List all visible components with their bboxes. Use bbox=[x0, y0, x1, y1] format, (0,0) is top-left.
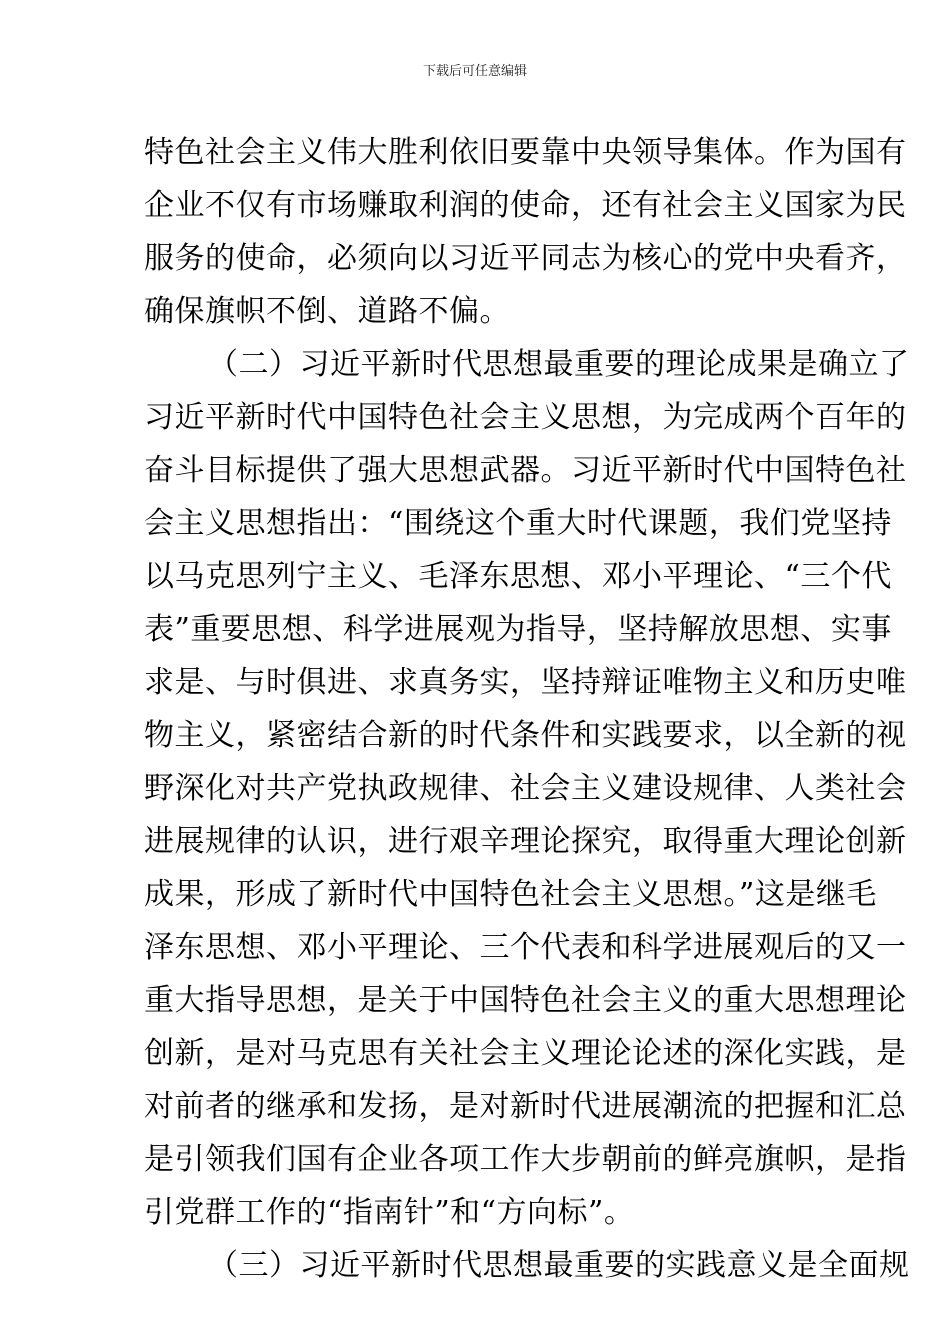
text-line: 求是、与时俱进、求真务实，坚持辩证唯物主义和历史唯 bbox=[144, 665, 907, 700]
text-line: 创新，是对马克思有关社会主义理论论述的深化实践，是 bbox=[144, 1036, 907, 1071]
text-line: 进展规律的认识，进行艰辛理论探究，取得重大理论创新 bbox=[144, 824, 907, 859]
text-line: 特色社会主义伟大胜利依旧要靠中央领导集体。作为国有 bbox=[144, 135, 907, 170]
text-line: 野深化对共产党执政规律、社会主义建设规律、人类社会 bbox=[144, 771, 907, 806]
text-line: 服务的使命，必须向以习近平同志为核心的党中央看齐， bbox=[144, 241, 907, 276]
text-line: 是引领我们国有企业各项工作大步朝前的鲜亮旗帜，是指 bbox=[144, 1142, 907, 1177]
text-line: 引党群工作的“指南针”和“方向标”。 bbox=[144, 1195, 635, 1230]
header-note: 下载后可任意编辑 bbox=[422, 64, 527, 79]
text-line: 以马克思列宁主义、毛泽东思想、邓小平理论、“三个代 bbox=[144, 559, 892, 594]
text-line: 重大指导思想，是关于中国特色社会主义的重大思想理论 bbox=[144, 983, 907, 1018]
text-line: 企业不仅有市场赚取利润的使命，还有社会主义国家为民 bbox=[144, 188, 907, 223]
text-line: 物主义，紧密结合新的时代条件和实践要求，以全新的视 bbox=[144, 718, 907, 753]
text-line: 习近平新时代中国特色社会主义思想，为完成两个百年的 bbox=[144, 400, 907, 435]
paragraph-start-line: （三）习近平新时代思想最重要的实践意义是全面规 bbox=[208, 1248, 910, 1283]
text-line: 表”重要思想、科学进展观为指导，坚持解放思想、实事 bbox=[144, 612, 892, 647]
body-text bbox=[144, 126, 910, 1292]
text-line: 会主义思想指出：“围绕这个重大时代课题，我们党坚持 bbox=[144, 506, 892, 541]
text-line: 成果，形成了新时代中国特色社会主义思想。”这是继毛 bbox=[144, 877, 877, 912]
text-line: 奋斗目标提供了强大思想武器。习近平新时代中国特色社 bbox=[144, 453, 907, 488]
text-line: 对前者的继承和发扬，是对新时代进展潮流的把握和汇总 bbox=[144, 1089, 907, 1124]
text-line: 泽东思想、邓小平理论、三个代表和科学进展观后的又一 bbox=[144, 930, 907, 965]
paragraph-start-line: （二）习近平新时代思想最重要的理论成果是确立了 bbox=[208, 347, 910, 382]
text-line: 确保旗帜不倒、道路不偏。 bbox=[144, 294, 510, 329]
